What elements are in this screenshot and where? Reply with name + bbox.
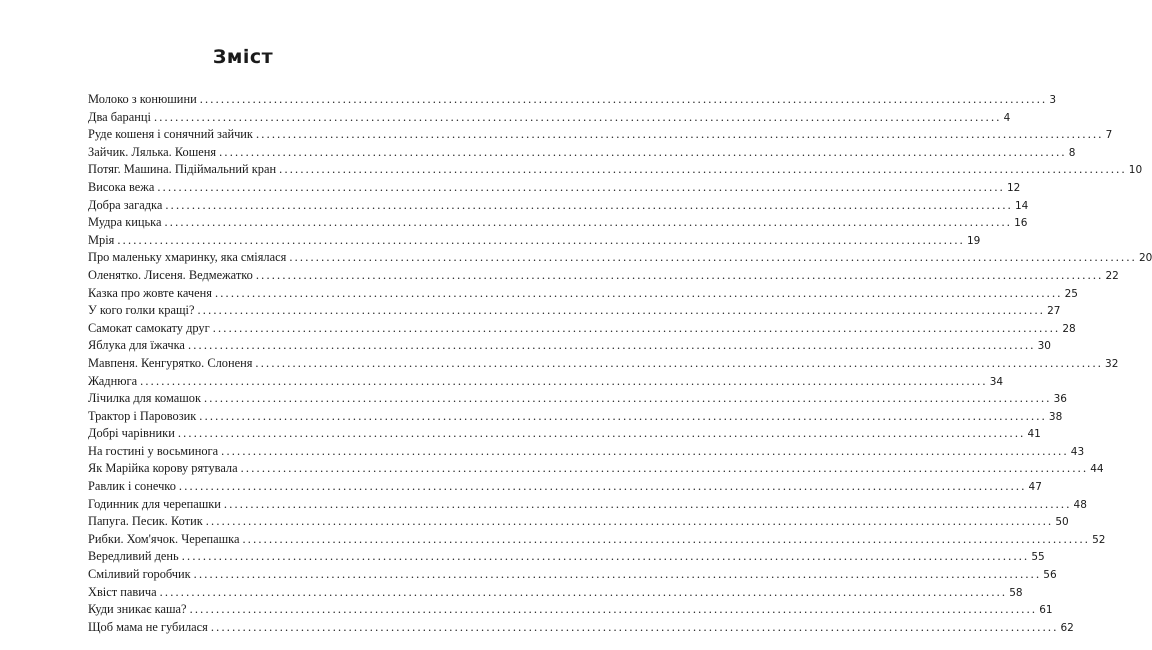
dot-leader: ................................................................................................................................................................ [157, 179, 1005, 194]
toc-entry [88, 373, 1004, 391]
dot-leader: ................................................................................................................................................................ [279, 162, 1127, 177]
toc-entry-title: Зайчик. Лялька. Кошеня [88, 144, 217, 159]
dot-leader: ................................................................................................................................................................ [223, 496, 1072, 511]
toc-entry-page-number: 25 [1064, 287, 1078, 300]
toc-entry-title: Добра загадка [88, 197, 163, 212]
toc-entry [88, 478, 1042, 496]
table-of-contents [88, 91, 1152, 636]
dot-leader: ................................................................................................................................................................ [199, 92, 1048, 106]
dot-leader: ................................................................................................................................................................ [117, 232, 965, 247]
toc-entry-page-number: 61 [1039, 604, 1053, 617]
toc-entry-title: Добрі чарівники [88, 426, 175, 441]
toc-entry [88, 425, 1041, 443]
toc-entry-page-number: 28 [1062, 322, 1076, 335]
toc-entry-page-number: 8 [1068, 146, 1076, 159]
toc-entry [88, 109, 1011, 127]
toc-entry [88, 443, 1085, 461]
toc-entry-title: Як Марійка корову рятувала [88, 461, 238, 476]
toc-entry-page-number: 19 [966, 234, 981, 247]
dot-leader: ................................................................................................................................................................ [153, 109, 1002, 124]
toc-entry [88, 355, 1119, 373]
dot-leader: ................................................................................................................................................................ [189, 602, 1038, 617]
toc-entry [88, 496, 1087, 514]
toc-entry [88, 144, 1076, 162]
toc-entry-title: Куди зникає каша? [88, 602, 187, 617]
toc-entry-page-number: 4 [1003, 111, 1011, 124]
toc-entry-title: Про маленьку хмаринку, яка сміялася [88, 250, 287, 265]
toc-entry-title: Руде кошеня і сонячний зайчик [88, 127, 253, 142]
toc-entry-page-number: 36 [1053, 393, 1067, 406]
toc-entry-title: Казка про жовте каченя [88, 285, 212, 300]
toc-entry-page-number: 55 [1031, 551, 1045, 564]
toc-entry [88, 249, 1152, 267]
dot-leader: ................................................................................................................................................................ [140, 373, 988, 388]
toc-entry-title: Рибки. Хом'ячок. Черепашка [88, 531, 240, 546]
toc-entry-page-number: 43 [1070, 445, 1085, 458]
toc-entry [88, 126, 1113, 144]
toc-entry-page-number: 47 [1028, 481, 1042, 494]
dot-leader: ................................................................................................................................................................ [210, 619, 1059, 634]
dot-leader: ................................................................................................................................................................ [203, 391, 1052, 406]
toc-entry-page-number: 16 [1014, 217, 1028, 230]
toc-entry-title: Лічилка для комашок [88, 391, 201, 406]
dot-leader: ................................................................................................................................................................ [165, 197, 1013, 212]
toc-entry-title: Два баранці [88, 109, 151, 124]
toc-entry [88, 460, 1104, 478]
toc-entry [88, 161, 1143, 179]
toc-entry-page-number: 10 [1128, 164, 1143, 177]
toc-entry-page-number: 62 [1060, 621, 1074, 634]
dot-leader: ................................................................................................................................................................ [289, 250, 1137, 265]
dot-leader: ................................................................................................................................................................ [214, 285, 1063, 300]
toc-entry-page-number: 48 [1073, 498, 1087, 511]
toc-entry-page-number: 44 [1090, 463, 1104, 476]
toc-entry-title: Мрія [88, 232, 115, 247]
toc-entry [88, 197, 1029, 215]
toc-entry-page-number: 52 [1092, 533, 1106, 546]
dot-leader: ................................................................................................................................................................ [181, 549, 1030, 564]
dot-leader: ................................................................................................................................................................ [219, 144, 1067, 159]
toc-entry-title: Годинник для черепашки [88, 496, 221, 511]
toc-entry [88, 408, 1063, 426]
dot-leader: ................................................................................................................................................................ [255, 267, 1104, 282]
dot-leader: ................................................................................................................................................................ [242, 531, 1091, 546]
toc-entry-title: Яблука для їжачка [88, 338, 185, 353]
toc-entry-title: Хвіст павича [88, 584, 157, 599]
dot-leader: ................................................................................................................................................................ [187, 338, 1036, 353]
toc-entry-title: Жаднюга [88, 373, 138, 388]
toc-entry-title: Потяг. Машина. Підіймальний кран [88, 162, 277, 177]
toc-entry-page-number: 30 [1037, 340, 1051, 353]
dot-leader: ................................................................................................................................................................ [255, 355, 1104, 370]
dot-leader: ................................................................................................................................................................ [199, 408, 1047, 423]
toc-entry-title: Оленятко. Лисеня. Ведмежатко [88, 267, 253, 282]
toc-entry [88, 601, 1053, 619]
toc-entry-title: Щоб мама не губилася [88, 619, 208, 634]
toc-entry [88, 214, 1028, 232]
toc-entry-title: Мавпеня. Кенгурятко. Слоненя [88, 355, 253, 370]
toc-entry-title: Сміливий горобчик [88, 567, 191, 582]
toc-entry-page-number: 3 [1049, 94, 1057, 106]
dot-leader: ................................................................................................................................................................ [240, 461, 1089, 476]
toc-entry-title: Висока вежа [88, 179, 155, 194]
toc-entry-title: Самокат самокату друг [88, 320, 210, 335]
toc-entry-title: Равлик і сонечко [88, 479, 176, 494]
dot-leader: ................................................................................................................................................................ [255, 127, 1104, 142]
toc-entry-page-number: 14 [1014, 199, 1029, 212]
toc-entry [88, 566, 1057, 584]
dot-leader: ................................................................................................................................................................ [164, 215, 1013, 230]
toc-entry-page-number: 22 [1105, 269, 1119, 282]
toc-entry-page-number: 58 [1009, 586, 1023, 599]
toc-entry [88, 548, 1045, 566]
toc-entry-page-number: 20 [1138, 252, 1152, 265]
toc-entry-page-number: 12 [1006, 181, 1021, 194]
toc-entry [88, 320, 1076, 338]
toc-entry-page-number: 32 [1105, 357, 1119, 370]
toc-entry-title: Мудра кицька [88, 215, 162, 230]
toc-entry [88, 531, 1106, 549]
toc-entry [88, 179, 1021, 197]
toc-entry-page-number: 7 [1105, 129, 1113, 142]
dot-leader: ................................................................................................................................................................ [221, 443, 1069, 458]
toc-entry-title: Вередливий день [88, 549, 179, 564]
toc-entry [88, 267, 1119, 285]
toc-entry-title: У кого голки кращі? [88, 303, 195, 318]
dot-leader: ................................................................................................................................................................ [197, 303, 1046, 318]
toc-entry-page-number: 50 [1055, 516, 1069, 529]
dot-leader: ................................................................................................................................................................ [177, 426, 1026, 441]
page-title: Зміст [212, 46, 274, 68]
toc-entry [88, 513, 1069, 531]
toc-entry-title: Папуга. Песик. Котик [88, 514, 203, 529]
toc-entry [88, 584, 1023, 602]
dot-leader: ................................................................................................................................................................ [193, 567, 1042, 582]
toc-entry-title: На гостині у восьминога [88, 443, 219, 458]
toc-entry-page-number: 56 [1043, 569, 1057, 582]
toc-entry [88, 285, 1078, 303]
toc-entry-title: Трактор і Паровозик [88, 408, 197, 423]
dot-leader: ................................................................................................................................................................ [212, 320, 1061, 335]
dot-leader: ................................................................................................................................................................ [159, 584, 1008, 599]
dot-leader: ................................................................................................................................................................ [178, 479, 1027, 494]
toc-entry [88, 302, 1061, 320]
toc-entry [88, 619, 1074, 637]
toc-entry-page-number: 41 [1027, 428, 1041, 441]
toc-entry [88, 390, 1067, 408]
toc-entry [88, 91, 1057, 109]
toc-entry-title: Молоко з конюшини [88, 92, 197, 106]
dot-leader: ................................................................................................................................................................ [205, 514, 1054, 529]
toc-entry [88, 232, 981, 250]
toc-entry-page-number: 38 [1048, 410, 1063, 423]
toc-entry-page-number: 34 [989, 375, 1004, 388]
toc-entry [88, 337, 1051, 355]
toc-entry-page-number: 27 [1047, 305, 1061, 318]
